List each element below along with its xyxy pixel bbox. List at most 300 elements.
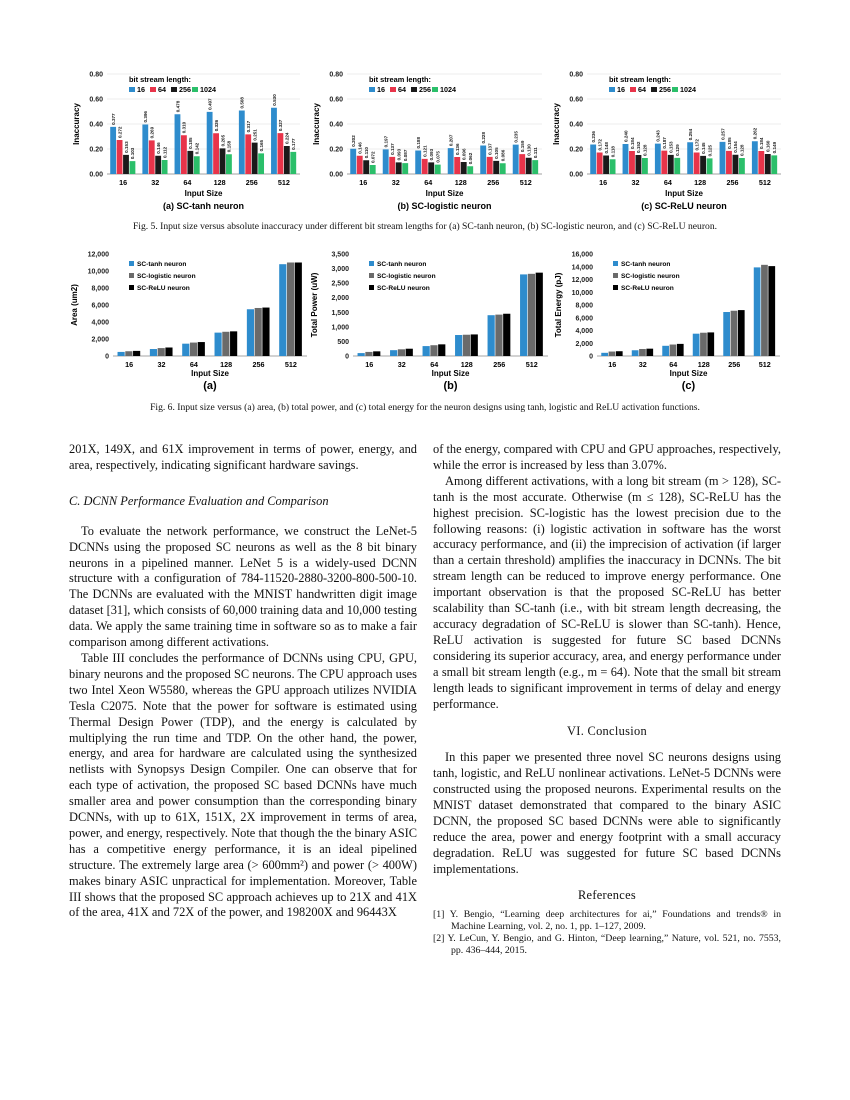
legend-entry: SC-logistic neuron (621, 273, 680, 280)
data-label: 0.184 (759, 137, 765, 149)
y-tick-label: 0.00 (89, 171, 103, 179)
legend-entry: 256 (419, 85, 431, 94)
chart-fig5-0 (72, 72, 300, 212)
legend-swatch (129, 261, 134, 266)
data-label: 0.197 (383, 135, 389, 148)
legend-entry: 64 (158, 85, 166, 94)
legend-entry: 64 (638, 85, 646, 94)
x-tick-label: 32 (157, 360, 166, 369)
y-tick-label: 10,000 (87, 268, 109, 276)
bar (597, 153, 603, 175)
panel-title: (a) (203, 380, 217, 392)
bar (279, 264, 286, 356)
bar (726, 151, 732, 174)
bar (117, 140, 123, 174)
data-label: 0.172 (694, 139, 700, 151)
bar (226, 154, 232, 174)
bar (295, 263, 302, 357)
bar (661, 151, 667, 174)
chart-fig6-2 (554, 252, 780, 393)
x-tick-label: 256 (493, 360, 506, 369)
y-tick-label: 6,000 (91, 302, 109, 310)
references-heading: References (577, 887, 637, 902)
bar (677, 344, 684, 356)
data-label: 0.130 (526, 144, 532, 156)
legend-entry: 256 (179, 85, 191, 94)
x-tick-label: 128 (213, 178, 226, 187)
bar (213, 133, 219, 174)
legend-swatch (432, 87, 438, 92)
legend-swatch (192, 87, 198, 92)
reference-1: [1] Y. Bengio, “Learning deep architectures for ai,” Foundations and trends® in Machine Learning, vol. 2, no. 1, pp. 1–127, 2009. (433, 909, 781, 933)
right-paragraph-1: Among different activations, with a long bit stream (m > 128), SC-tanh is the most accurate. Otherwise (m ≤ 128), SC-ReLU has the highest precision. SC-logistic has the lowest precision due to the following reasons: (i) logistic activation in software has the worst accuracy performance, and (ii) the imprecision of activation (if larger than a certain threshold) amplifies the inaccuracy in DCNNs. The bit stream length can be reduced to improve energy performance. One important observation is that the proposed SC-ReLU has better scalability than SC-tanh (i.e., with bit stream length decreasing, the accuracy degradation of SC-ReLU is slower than SC-tanh). Hence, ReLU activation is suggested for future SC based DCNNs considering its superior accuracy, area, and energy performance under a small bit stream length (e.g., m = 64). Note that the small bit stream length leads to significant improvement in terms of delay and energy performance. (433, 473, 781, 711)
bar (639, 349, 646, 356)
bar (526, 158, 532, 174)
data-label: 0.172 (597, 139, 603, 151)
x-tick-label: 64 (669, 360, 678, 369)
data-label: 0.128 (642, 144, 648, 156)
x-tick-label: 32 (391, 178, 400, 187)
data-label: 0.152 (636, 141, 642, 153)
bar (733, 155, 739, 174)
legend-title: bit stream length: (609, 75, 672, 84)
legend-entry: 64 (398, 85, 406, 94)
y-tick-label: 0.20 (329, 146, 343, 154)
x-tick-label: 512 (284, 360, 297, 369)
x-tick-label: 512 (277, 178, 290, 187)
y-tick-label: 12,000 (87, 251, 109, 259)
data-label: 0.207 (448, 134, 454, 147)
bar (532, 160, 538, 174)
x-tick-label: 64 (663, 178, 672, 187)
x-tick-label: 128 (697, 360, 710, 369)
y-tick-label: 4,000 (575, 328, 593, 335)
data-label: 0.508 (239, 97, 245, 109)
bar (430, 345, 437, 356)
legend-swatch (369, 261, 374, 266)
y-tick-label: 500 (337, 338, 349, 346)
data-label: 0.377 (110, 113, 116, 125)
bar (123, 155, 129, 174)
bar (488, 315, 495, 356)
bar (182, 344, 189, 356)
data-label: 0.177 (291, 138, 297, 150)
y-tick-label: 0.00 (329, 171, 343, 179)
y-tick-label: 14,000 (571, 264, 593, 272)
bar (422, 159, 428, 174)
bar (220, 148, 226, 174)
y-tick-label: 0 (105, 353, 109, 361)
data-label: 0.129 (675, 144, 681, 156)
x-axis-label: Input Size (184, 189, 223, 198)
y-tick-label: 2,500 (331, 280, 349, 288)
bar (415, 151, 421, 175)
legend-title: bit stream length: (129, 75, 192, 84)
data-label: 0.269 (149, 126, 155, 139)
y-tick-label: 2,000 (331, 295, 349, 303)
legend-swatch (651, 87, 657, 92)
y-tick-label: 0 (589, 353, 593, 361)
data-label: 0.326 (213, 119, 219, 132)
legend-entry: 16 (137, 85, 145, 94)
legend-entry: 16 (617, 85, 625, 94)
data-label: 0.240 (623, 130, 629, 142)
bar (687, 142, 693, 174)
data-label: 0.243 (655, 130, 661, 142)
bar (255, 308, 262, 356)
data-label: 0.310 (181, 121, 187, 134)
bar (674, 158, 680, 174)
x-tick-label: 128 (460, 360, 473, 369)
data-label: 0.087 (403, 149, 408, 162)
data-label: 0.142 (194, 142, 200, 155)
bar (402, 163, 408, 174)
bar (694, 153, 700, 175)
legend-swatch (630, 87, 636, 92)
bar (435, 165, 441, 174)
bar (455, 335, 462, 356)
x-tick-label: 16 (599, 178, 608, 187)
x-tick-label: 256 (252, 360, 265, 369)
y-tick-label: 0.80 (569, 71, 583, 79)
bar (758, 151, 764, 174)
bar (194, 156, 200, 174)
x-tick-label: 32 (631, 178, 640, 187)
y-tick-label: 0.00 (569, 171, 583, 179)
y-tick-label: 0.20 (569, 146, 583, 154)
data-label: 0.158 (226, 140, 232, 153)
bar (707, 158, 713, 174)
bar (118, 352, 125, 356)
bar (752, 141, 758, 174)
legend-swatch (129, 273, 134, 278)
data-label: 0.165 (258, 139, 264, 152)
left-paragraph-1: To evaluate the network performance, we construct the LeNet-5 DCNNs using the proposed SC neurons as well as the 8 bit binary neurons in a pipelined manner. LeNet 5 is a widely-used DCNN structure with a configuration of 784-11520-2880-3200-800-500-10. The DCNNs are evaluated with the MNIST handwritten digit image dataset [31], which consists of 60,000 training data and 10,000 testing data. We apply the same training time in software so as to make a fair comparison among different activations. (69, 523, 417, 650)
bar (471, 334, 478, 356)
y-tick-label: 16,000 (571, 251, 593, 259)
x-tick-label: 16 (608, 360, 617, 369)
bar (258, 153, 264, 174)
bar (500, 163, 506, 174)
data-label: 0.103 (130, 147, 136, 160)
bar (761, 265, 768, 356)
data-label: 0.093 (396, 148, 402, 161)
bar (423, 346, 430, 356)
panel-title: (b) SC-logistic neuron (397, 201, 492, 211)
data-label: 0.187 (662, 137, 668, 149)
y-tick-label: 0.40 (89, 121, 103, 129)
data-label: 0.154 (733, 141, 739, 153)
legend-swatch (129, 285, 134, 290)
x-axis-label: Input Size (665, 189, 703, 198)
y-tick-label: 0 (345, 353, 349, 361)
bar (707, 332, 714, 356)
bar (175, 114, 181, 174)
data-label: 0.188 (416, 137, 421, 149)
y-tick-label: 2,000 (91, 336, 109, 344)
data-label: 0.062 (468, 152, 473, 165)
data-label: 0.396 (143, 111, 149, 123)
bar (406, 349, 413, 356)
right-paragraph-2: In this paper we presented three novel SC neurons designs using tanh, logistic, and ReLU nonlinear activations. LeNet-5 DCNNs were constructed using the proposed neurons. Experimental results on the MNIST dataset demonstrated that compared to the binary ASIC DCNN, the proposed SC based DCNNs were able to significantly reduce the area, power and energy footprint with a small accuracy degradation. ReLU was suggested for future SC based DCNNs implementations. (433, 750, 781, 876)
bar (428, 162, 434, 174)
x-axis-label: Input Size (669, 369, 708, 378)
bar (642, 158, 648, 174)
data-label: 0.257 (720, 128, 726, 140)
fig5-caption: Fig. 5. Input size versus absolute inaccuracy under different bit stream lengths for (a) SC-tanh neuron, (b) SC-logistic neuron, and (c) SC-ReLU neuron. (132, 221, 718, 232)
right-paragraph-0: of the energy, compared with CPU and GPU approaches, respectively, while the error is increased by less than 3.07%. (433, 442, 781, 472)
bar (623, 144, 629, 174)
bar (370, 165, 376, 174)
bar (398, 349, 405, 356)
bar (222, 332, 229, 356)
data-label: 0.145 (700, 142, 706, 154)
chart-fig6-0 (70, 252, 307, 393)
y-tick-label: 3,000 (331, 266, 349, 274)
y-tick-label: 4,000 (91, 319, 109, 327)
bar (110, 127, 116, 174)
panel-title: (a) SC-tanh neuron (163, 201, 244, 211)
data-label: 0.112 (162, 146, 168, 158)
legend-swatch (369, 285, 374, 290)
bar (480, 146, 486, 175)
data-label: 0.093 (429, 148, 434, 161)
bar (284, 146, 290, 174)
data-label: 0.072 (370, 151, 376, 163)
legend-swatch (613, 261, 618, 266)
y-tick-label: 0.80 (89, 71, 103, 79)
bar (765, 154, 771, 174)
legend-swatch (609, 87, 615, 92)
bar (365, 352, 372, 356)
legend-entry: 1024 (680, 85, 696, 94)
legend-swatch (411, 87, 417, 92)
bar (754, 267, 761, 356)
bar (738, 310, 745, 356)
legend-entry: 16 (377, 85, 385, 94)
bar (503, 314, 510, 356)
bar (467, 166, 473, 174)
panel-title: (c) (681, 380, 696, 392)
data-label: 0.262 (752, 127, 758, 140)
legend-entry: 1024 (440, 85, 456, 94)
bar (454, 157, 460, 174)
x-tick-label: 64 (424, 178, 433, 187)
bar (601, 353, 608, 356)
data-label: 0.160 (765, 140, 771, 152)
data-label: 0.530 (271, 94, 277, 106)
y-tick-label: 0.80 (329, 71, 343, 79)
bar (487, 157, 493, 174)
data-label: 0.110 (364, 147, 369, 159)
data-label: 0.137 (487, 143, 493, 155)
x-tick-label: 512 (519, 178, 532, 187)
bar (495, 315, 502, 356)
data-label: 0.075 (435, 151, 441, 163)
bar (536, 273, 543, 356)
x-tick-label: 512 (758, 178, 771, 187)
bar (245, 134, 251, 174)
bar (162, 160, 168, 174)
bar (438, 344, 445, 356)
legend-swatch (171, 87, 177, 92)
x-axis-label: Input Size (431, 369, 470, 378)
bar (357, 156, 363, 174)
x-tick-label: 16 (125, 360, 134, 369)
y-axis-label: Inaccuracy (312, 103, 321, 145)
bar (723, 312, 730, 356)
legend-entry: SC-ReLU neuron (621, 285, 674, 292)
reference-2: [2] Y. LeCun, Y. Bengio, and G. Hinton, “Deep learning,” Nature, vol. 521, no. 7553, pp. 436–444, 2015. (433, 933, 781, 957)
bar (287, 263, 294, 357)
bar (158, 348, 165, 356)
x-tick-label: 256 (726, 178, 739, 187)
data-label: 0.497 (207, 98, 213, 110)
bar (133, 351, 140, 356)
chart-fig5-2 (552, 72, 781, 212)
data-label: 0.153 (668, 141, 674, 153)
y-tick-label: 8,000 (91, 285, 109, 293)
y-tick-label: 0.60 (569, 96, 583, 104)
chart-fig6-1 (310, 252, 548, 393)
y-tick-label: 1,000 (331, 324, 349, 332)
x-tick-label: 128 (454, 178, 467, 187)
bar (700, 156, 706, 174)
y-tick-label: 0.40 (329, 121, 343, 129)
bar (616, 351, 623, 356)
data-label: 0.185 (726, 137, 732, 149)
legend-swatch (369, 87, 375, 92)
left-paragraph-2: Table III concludes the performance of DCNNs using CPU, GPU, binary neurons and the proposed SC neurons. The CPU approach uses two Intel Xeon W5580, whereas the GPU approach utilizes NVIDIA Tesla C2075. Note that the power for software is estimated using Thermal Design Power (TDP), and the energy is calculated by multiplying the run time and TDP. On the other hand, the power, energy, and area for hardware are calculated using the synthesized netlists with Synopsys Design Compiler. One can observe that for each type of activation, the proposed SC based DCNNs have much smaller area and power consumption than the corresponding binary DCNNs, with up to 61X, 151X, 2X improvement in terms of area, power, and energy, respectively. Note that though the the binary ASIC has a competitive energy performance, it is an ideal pipelined structure. The extremely large area (> 600mm²) and power (> 400W) makes binary ASIC unpractical for implementation. Moreover, Table III shows that the proposed SC approach achieves up to 21X and 41X of the area, 41X and 72X of the power, and 198200X and 96443X (69, 650, 417, 920)
data-label: 0.153 (123, 141, 129, 153)
x-tick-label: 128 (220, 360, 233, 369)
bar (636, 155, 642, 174)
data-label: 0.118 (610, 146, 616, 158)
y-tick-label: 12,000 (571, 277, 593, 284)
legend-entry: SC-tanh neuron (621, 261, 671, 268)
data-label: 0.224 (284, 132, 290, 144)
data-label: 0.111 (533, 147, 538, 159)
bar (771, 155, 777, 174)
bar (290, 152, 296, 174)
conclusion-heading: VI. Conclusion (567, 724, 647, 739)
data-label: 0.149 (772, 141, 778, 154)
bar (768, 266, 775, 356)
legend-swatch (613, 273, 618, 278)
bar (230, 331, 237, 356)
x-axis-label: Input Size (191, 369, 229, 378)
bar (165, 348, 172, 357)
bar (142, 125, 148, 175)
data-label: 0.086 (500, 149, 506, 162)
x-tick-label: 64 (183, 178, 192, 187)
bar (150, 349, 157, 356)
bar (207, 112, 213, 174)
legend-entry: SC-logistic neuron (137, 273, 196, 280)
bar (528, 274, 535, 356)
data-label: 0.137 (390, 143, 395, 155)
y-tick-label: 0.20 (89, 146, 103, 154)
bar (629, 151, 635, 174)
data-label: 0.254 (687, 128, 693, 141)
bar (239, 111, 245, 175)
chart-fig5-1 (312, 72, 542, 212)
data-label: 0.105 (494, 147, 499, 159)
bar (271, 108, 277, 174)
bar (670, 345, 677, 356)
bar (390, 350, 397, 356)
data-label: 0.272 (117, 126, 123, 138)
x-tick-label: 16 (365, 360, 374, 369)
legend-swatch (369, 273, 374, 278)
bar (519, 154, 525, 174)
bar (363, 160, 369, 174)
y-tick-label: 6,000 (575, 315, 593, 323)
bar (373, 351, 380, 356)
x-tick-label: 512 (758, 360, 771, 369)
bar (125, 351, 132, 356)
data-label: 0.228 (481, 132, 486, 144)
bar (358, 353, 365, 356)
bar (383, 149, 389, 174)
bar (700, 333, 707, 356)
legend-swatch (390, 87, 396, 92)
legend-entry: SC-logistic neuron (377, 273, 436, 280)
data-label: 0.184 (629, 137, 635, 149)
data-label: 0.317 (246, 120, 252, 133)
data-label: 0.159 (520, 140, 525, 153)
bar (252, 143, 258, 174)
bar (632, 350, 639, 356)
bar (461, 162, 467, 174)
section-heading-c: C. DCNN Performance Evaluation and Comparison (69, 493, 329, 508)
data-label: 0.236 (590, 131, 596, 143)
y-tick-label: 0.60 (329, 96, 343, 104)
bar (513, 145, 519, 174)
bar (662, 346, 669, 356)
bar (262, 308, 269, 356)
left-column (69, 442, 417, 921)
x-tick-label: 16 (359, 178, 368, 187)
bar (668, 155, 674, 174)
data-label: 0.128 (739, 144, 745, 156)
bar (396, 162, 402, 174)
fig5-charts (0, 60, 850, 220)
y-axis-label: Inaccuracy (72, 103, 81, 145)
x-tick-label: 32 (397, 360, 406, 369)
data-label: 0.235 (513, 131, 519, 143)
data-label: 0.205 (220, 134, 226, 147)
legend-swatch (150, 87, 156, 92)
x-tick-label: 256 (728, 360, 741, 369)
bar (463, 335, 470, 356)
bar (247, 309, 254, 356)
bar (181, 135, 187, 174)
y-axis-label: Inaccuracy (552, 103, 561, 145)
data-label: 0.146 (155, 142, 161, 154)
y-axis-label: Total Energy (pJ) (554, 272, 563, 338)
legend-entry: SC-ReLU neuron (377, 285, 430, 292)
legend-swatch (129, 87, 135, 92)
bar (277, 133, 283, 174)
panel-title: (b) (443, 380, 458, 392)
bar (187, 151, 193, 174)
legend-title: bit stream length: (369, 75, 432, 84)
bar (149, 140, 155, 174)
legend-entry: SC-ReLU neuron (137, 285, 190, 292)
data-label: 0.096 (461, 148, 467, 160)
data-label: 0.327 (278, 119, 284, 132)
